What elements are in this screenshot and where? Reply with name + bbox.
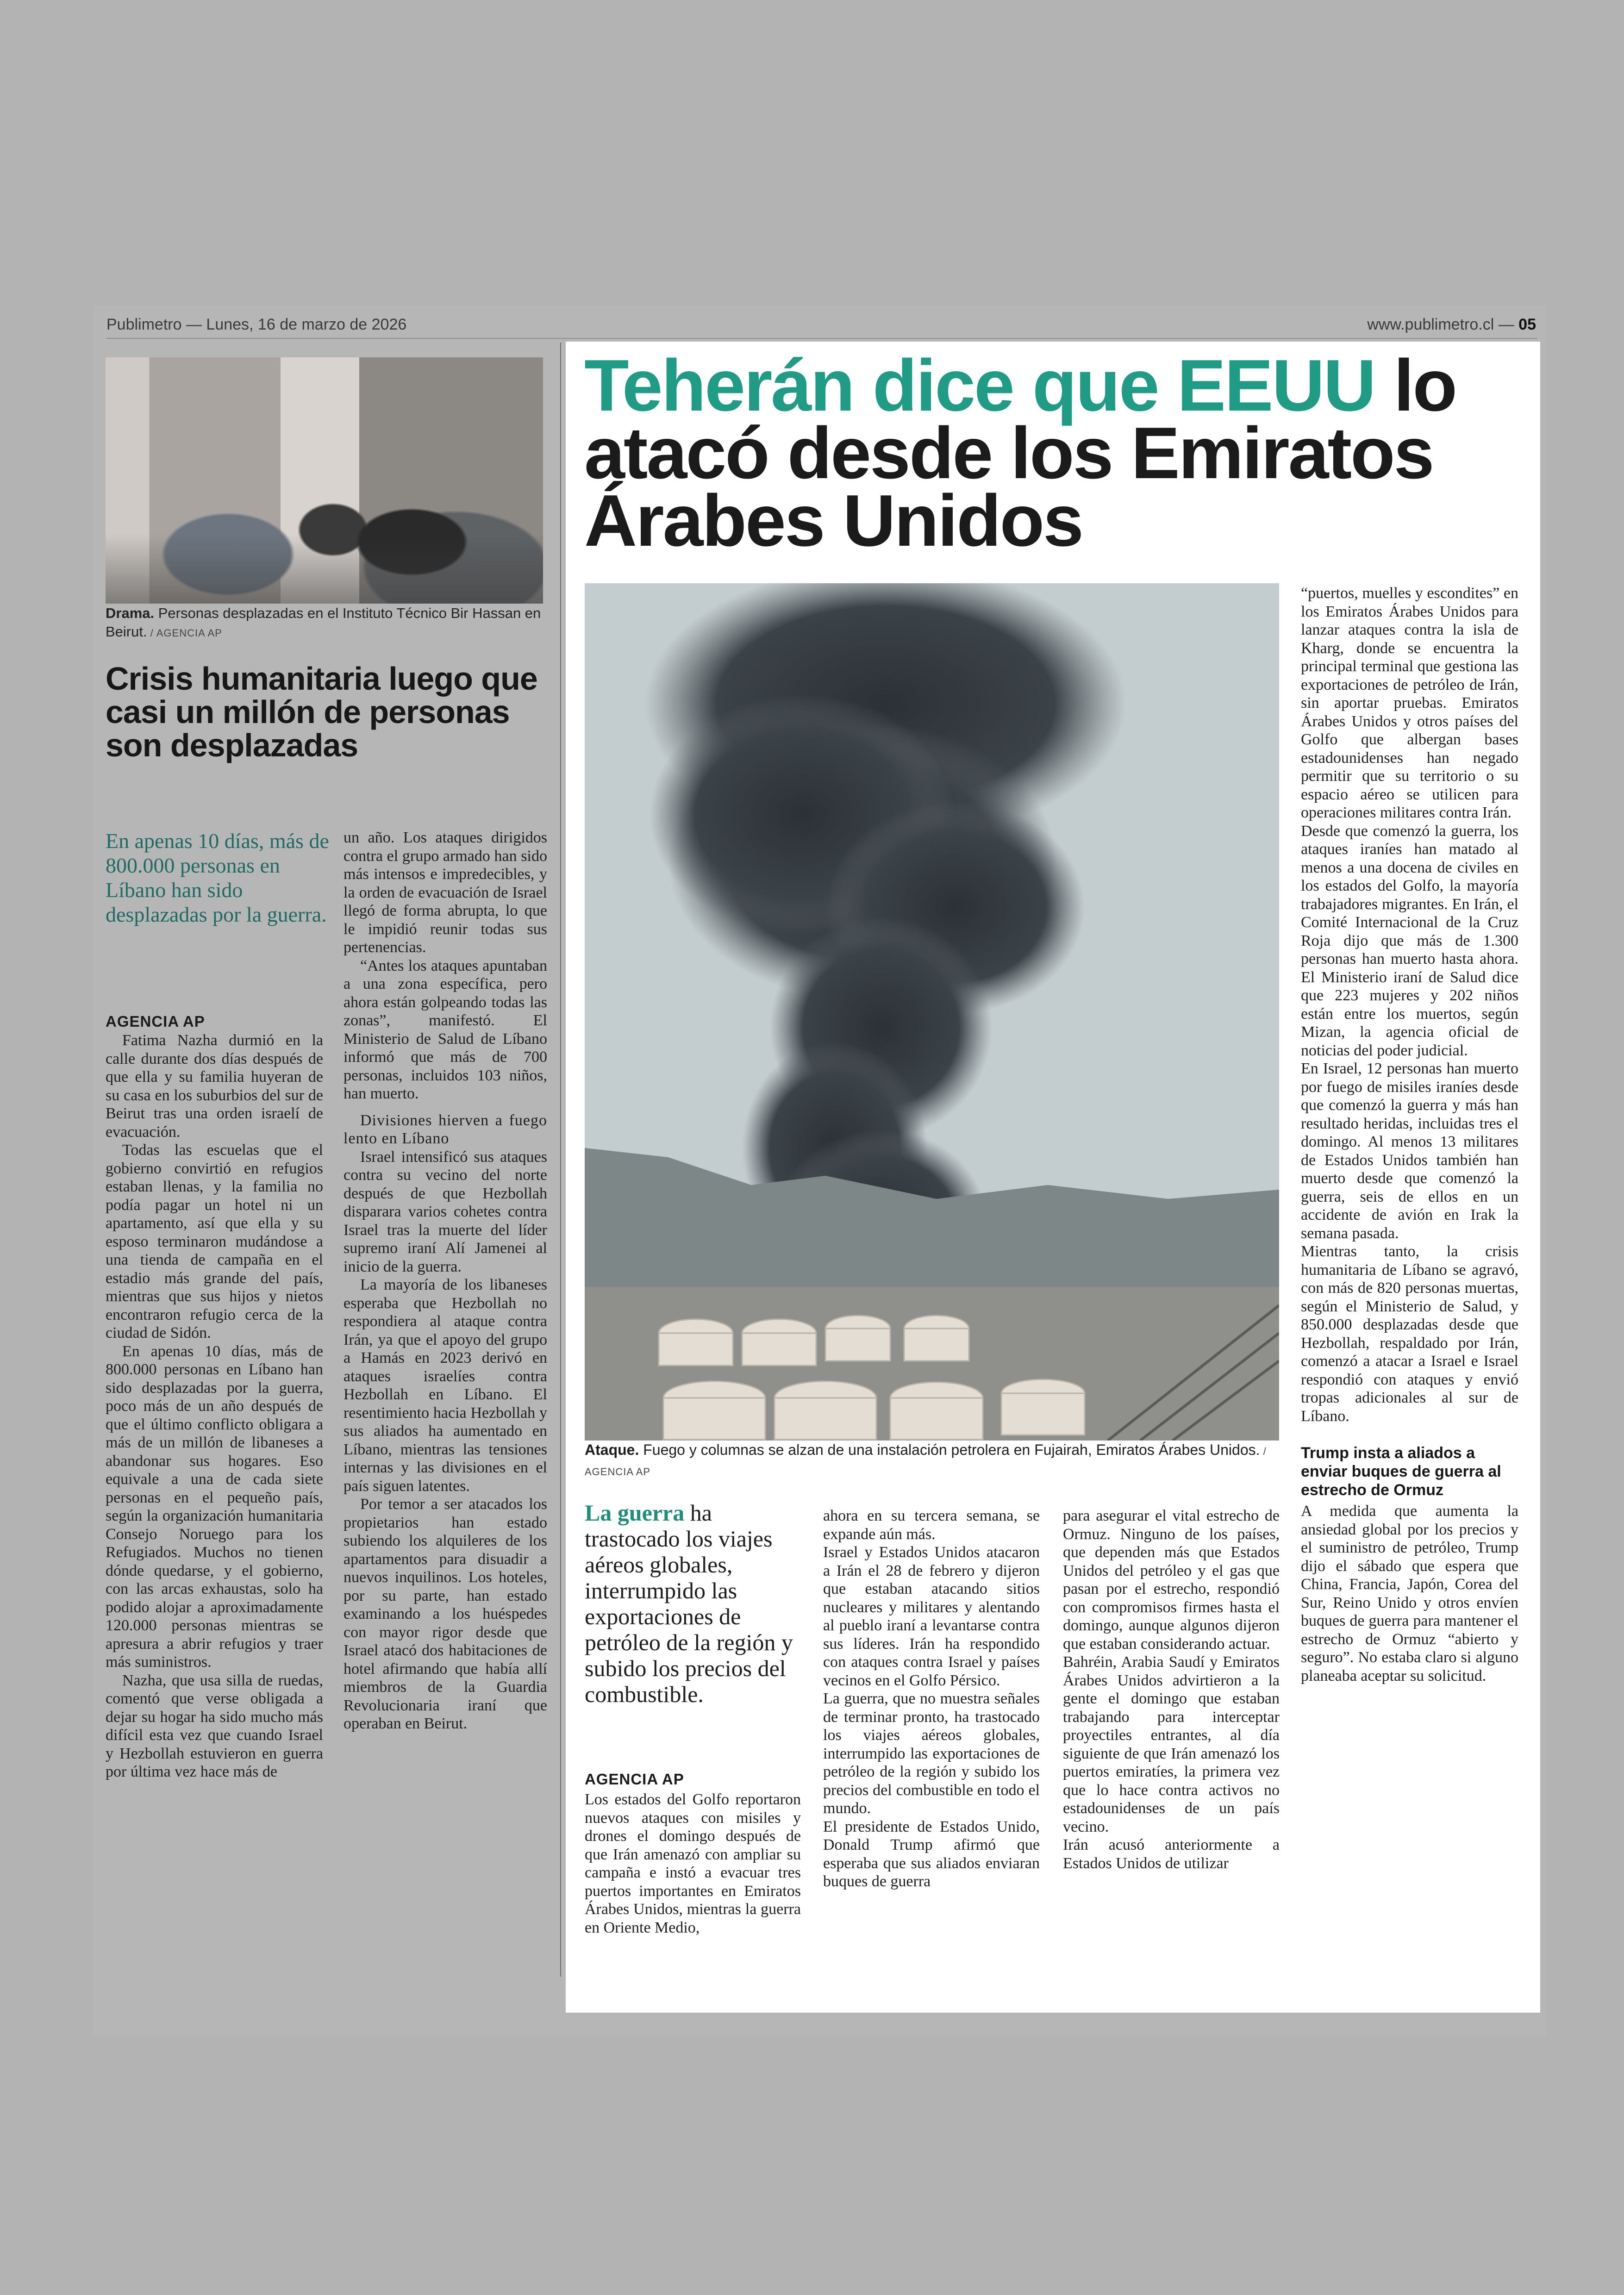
- paragraph: El presidente de Estados Unido, Donald Trump afirmó que esperaba que sus aliados enviaran buques de guerra: [823, 1818, 1040, 1890]
- left-headline: Crisis humanitaria luego que casi un millón de personas son desplazadas: [106, 661, 537, 763]
- left-lead: En apenas 10 días, más de 800.000 personas en Líbano han sido desplazadas por la guerra.: [106, 829, 329, 926]
- trump-subhead: Trump insta a aliados a enviar buques de guerra al estrecho de Ormuz: [1301, 1444, 1501, 1499]
- main-byline: AGENCIA AP: [585, 1771, 684, 1788]
- paragraph: ahora en su tercera semana, se expande aún más.: [823, 1507, 1040, 1543]
- smoke-illustration: [585, 583, 1279, 1441]
- column-divider: [560, 343, 561, 1977]
- paragraph: Mientras tanto, la crisis humanitaria de Líbano se agravó, con más de 820 personas muertas, según el Ministerio de Salud, y 850.000 desplazadas desde que Hezbollah, respaldado por Irán, comenzó a atacar a Israel e Israel respondió con ataques y envió tropas adicionales al sur de Líbano.: [1301, 1243, 1518, 1425]
- paragraph: Israel intensificó sus ataques contra su vecino del norte después de que Hezbollah disparara varios cohetes contra Israel tras la muerte del líder supremo iraní Alí Jamenei al inicio de la guerra.: [344, 1148, 547, 1275]
- displaced-people-photo: [106, 357, 543, 604]
- paragraph: Fatima Nazha durmió en la calle durante dos días después de que ella y su familia huyeran de su casa en los suburbios del sur de Beirut tras una orden israelí de evacuación.: [106, 1032, 323, 1141]
- left-column-2: [344, 829, 547, 1733]
- paragraph: Nazha, que usa silla de ruedas, comentó que verse obligada a dejar su hogar ha sido mucho más difícil esta vez que cuando Israel y Hezbollah estuvieron en guerra por última vez hace más de: [106, 1671, 323, 1780]
- paragraph: un año. Los ataques dirigidos contra el grupo armado han sido más intensos e impredecibles, y la orden de evacuación de Israel llegó de forma abrupta, lo que le impidió reunir todas sus pertenencias.: [344, 829, 547, 956]
- paragraph: “puertos, muelles y escondites” en los Emiratos Árabes Unidos para lanzar ataques contra la isla de Kharg, donde se encuentra la principal terminal que gestiona las exportaciones de petróleo de Irán, sin aportar pruebas. Emiratos Árabes Unidos y otros países del Golfo que albergan bases estadounidenses han negado permitir que su territorio o su espacio aéreo se utilicen para operaciones militares contra Irán.: [1301, 585, 1518, 821]
- main-column-1: [585, 1790, 801, 2281]
- paragraph: Bahréin, Arabia Saudí y Emiratos Árabes Unidos advirtieron a la gente el domingo que estaban trabajando para interceptar proyectiles entrantes, al día siguiente de que Irán amenazó los puertos emiratíes, la primera vez que lo hace contra activos no estadounidenses de un país vecino.: [1063, 1653, 1280, 1835]
- paragraph: A medida que aumenta la ansiedad global por los precios y el suministro de petróleo, Trump dijo el sábado que espera que China, Francia, Japón, Corea del Sur, Reino Unido y otros envíen buques de guerra para mantener el estrecho de Ormuz “abierto y seguro”. No estaba claro si alguno planeaba aceptar su solicitud.: [1301, 1503, 1518, 1684]
- paragraph: Los estados del Golfo reportaron nuevos ataques con misiles y drones el domingo después de que Irán amenazó con ampliar su campaña e instó a evacuar tres puertos importantes en Emiratos Árabes Unidos, mientras la guerra en Oriente Medio,: [585, 1791, 801, 1936]
- main-photo-caption: Ataque. Fuego y columnas se alzan de una instalación petrolera en Fujairah, Emiratos Árabes Unidos. / AGENCIA AP: [585, 1441, 1267, 1478]
- header-rule: [106, 338, 1537, 339]
- paragraph: Desde que comenzó la guerra, los ataques iraníes han matado al menos a una docena de civiles en los estados del Golfo, la mayoría trabajadores migrantes. En Irán, el Comité Internacional de la Cruz Roja dijo que más de 1.300 personas han muerto hasta ahora. El Ministerio iraní de Salud dice que 223 mujeres y 202 niños están entre los muertos, según Mizan, la agencia oficial de noticias del poder judicial.: [1301, 822, 1518, 1059]
- main-column-2: [823, 1507, 1040, 1997]
- main-column-3: [1063, 1507, 1280, 1997]
- paragraph: para asegurar el vital estrecho de Ormuz. Ninguno de los países, que dependen más que Estados Unidos del petróleo y el gas que pasan por el estrecho, respondió con compromisos firmes hasta el domingo, aunque algunos dijeron que estaban considerando actuar.: [1063, 1507, 1280, 1653]
- paragraph: Todas las escuelas que el gobierno convirtió en refugios estaban llenas, y la familia no podía pagar un hotel ni un apartamento, así que ella y su esposo terminaron mudándose a una tienda de campaña en el estadio más grande del país, mientras que sus hijos y nietos encontraron refugio cerca de la ciudad de Sidón.: [106, 1141, 323, 1341]
- headline-accent: Teherán dice que EEUU: [584, 345, 1375, 426]
- folio-site: www.publimetro.cl — 05: [1367, 316, 1536, 333]
- paragraph: Israel y Estados Unidos atacaron a Irán el 28 de febrero y dijeron que estaban atacando sitios nucleares y militares y alentando al pueblo iraní a levantarse contra sus líderes. Irán ha respondido con ataques contra Israel y países vecinos en el Golfo Pérsico.: [823, 1544, 1040, 1689]
- paragraph: Irán acusó anteriormente a Estados Unidos de utilizar: [1063, 1836, 1280, 1872]
- left-column-1: [106, 1031, 323, 1781]
- pull-quote: La guerra ha trastocado los viajes aéreos globales, interrumpido las exportaciones de petróleo de la región y subido los precios del combustible.: [585, 1500, 793, 1707]
- left-byline: AGENCIA AP: [106, 1013, 205, 1030]
- oil-facility-smoke-photo: [585, 583, 1279, 1441]
- paragraph: “Antes los ataques apuntaban a una zona específica, pero ahora están golpeando todas las zonas”, manifestó. El Ministerio de Salud de Líbano informó que más de 700 personas, incluidos 103 niños, han muerto.: [344, 957, 547, 1102]
- paragraph: En apenas 10 días, más de 800.000 personas en Líbano han sido desplazadas por la guerra, poco más de un año después de que el último conflicto obligara a más de un millón de libaneses a abandonar sus hogares. Eso equivale a una de cada siete personas en el pequeño país, según la organización humanitaria Consejo Noruego para los Refugiados. Muchos no tienen dónde quedarse, y el gobierno, con las arcas exhaustas, solo ha podido alojar a aproximadamente 120.000 personas mientras se apresura a abrir refugios y traer más suministros.: [106, 1342, 323, 1671]
- page-number: 05: [1518, 316, 1536, 333]
- folio-date: Publimetro — Lunes, 16 de marzo de 2026: [106, 316, 407, 333]
- main-column-4: [1301, 584, 1518, 1684]
- left-subhead: Divisiones hierven a fuego lento en Líbano: [344, 1111, 547, 1147]
- paragraph: Por temor a ser atacados los propietarios han estado subiendo los alquileres de los apartamentos para disuadir a nuevos inquilinos. Los hoteles, por su parte, han estado examinando a los huéspedes con mayor rigor desde que Israel atacó dos habitaciones de hotel afirmando que había allí miembros de la Guardia Revolucionaria iraní que operaban en Beirut.: [344, 1496, 547, 1732]
- main-headline: Teherán dice que EEUU lo atacó desde los Emiratos Árabes Unidos: [584, 345, 1456, 561]
- left-photo-caption: Drama. Personas desplazadas en el Instituto Técnico Bir Hassan en Beirut. / AGENCIA AP: [106, 605, 541, 640]
- paragraph: En Israel, 12 personas han muerto por fuego de misiles iraníes desde que comenzó la guerra y más han resultado heridas, incluidas tres el domingo. Al menos 13 militares de Estados Unidos también han muerto desde que comenzó la guerra, seis de ellos en un accidente de avión en Irak la semana pasada.: [1301, 1060, 1518, 1242]
- paragraph: La mayoría de los libaneses esperaba que Hezbollah no respondiera al ataque contra Irán, ya que el apoyo del grupo a Hamás en 2023 derivó en ataques israelíes contra Hezbollah en Líbano. El resentimiento hacia Hezbollah y sus aliados ha aumentado en Líbano, mientras las tensiones internas y las divisiones en el país siguen latentes.: [344, 1276, 547, 1495]
- paragraph: La guerra, que no muestra señales de terminar pronto, ha trastocado los viajes aéreos globales, interrumpido las exportaciones de petróleo de la región y subido los precios del combustible en todo el mundo.: [823, 1690, 1040, 1817]
